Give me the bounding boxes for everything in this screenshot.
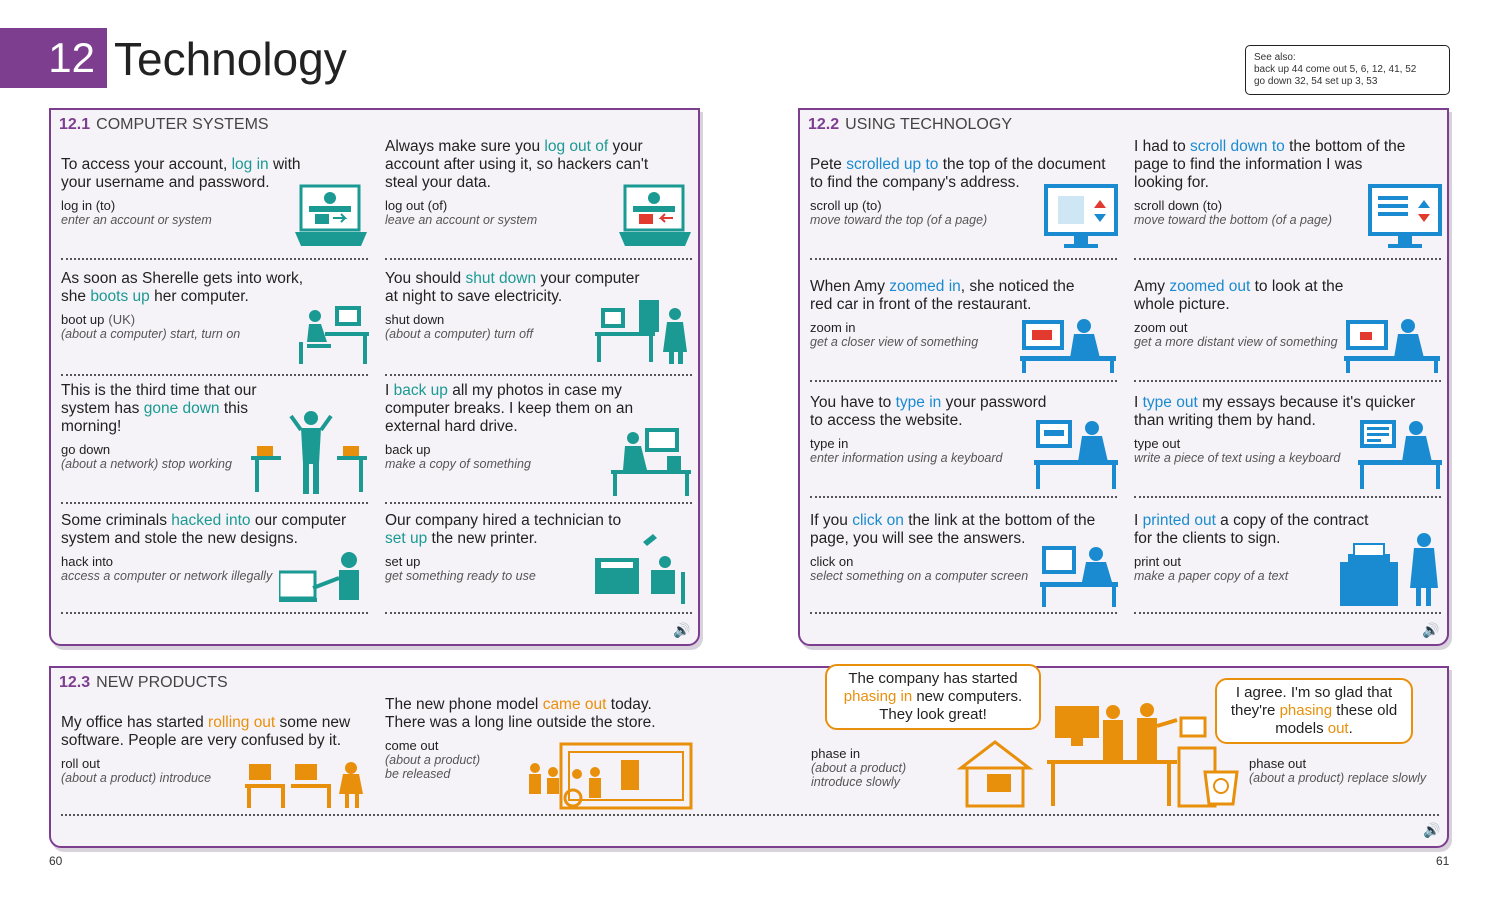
- section-title: COMPUTER SYSTEMS: [96, 116, 269, 133]
- zoom-in-desk-illustration: [1020, 316, 1116, 374]
- example-sentence: You have to type in your password to access the website.: [810, 394, 1047, 429]
- hacker-illustration: [279, 550, 369, 612]
- definition: make a paper copy of a text: [1134, 569, 1289, 583]
- phrasal-verb: come out: [385, 738, 439, 753]
- phrasal-verb: go down: [61, 442, 111, 457]
- definition: move toward the bottom (of a page): [1134, 213, 1333, 227]
- definition: access a computer or network illegally: [61, 569, 273, 583]
- phrasal-verb: phase out: [1249, 756, 1307, 771]
- laptop-logout-illustration: [619, 184, 691, 252]
- monitor-scroll-down-illustration: [1368, 184, 1442, 252]
- section-number: 12.1: [59, 116, 91, 133]
- backup-desk-illustration: [611, 424, 691, 496]
- example-sentence: To access your account, log in with your username and password.: [61, 156, 301, 191]
- example-sentence: This is the third time that our system has gone down this morning!: [61, 382, 257, 435]
- section-new-products: [49, 666, 1449, 848]
- definition: write a piece of text using a keyboard: [1134, 451, 1341, 465]
- section-title: NEW PRODUCTS: [96, 674, 228, 691]
- example-sentence: Our company hired a technician to set up the new printer.: [385, 512, 622, 547]
- audio-icon[interactable]: 🔊: [1423, 822, 1441, 838]
- definition: get something ready to use: [385, 569, 536, 583]
- definition: leave an account or system: [385, 213, 538, 227]
- example-sentence: If you click on the link at the bottom of the page, you will see the answers.: [810, 512, 1096, 547]
- store-queue-illustration: [525, 742, 693, 810]
- page-number-right: 61: [1436, 854, 1450, 868]
- person-at-desk-illustration: [295, 298, 369, 366]
- definition: (about a product) introduce: [61, 771, 212, 785]
- phrasal-verb: log in (to): [61, 198, 116, 213]
- example-sentence: I back up all my photos in case my computer breaks. I keep them on an external hard drive.: [385, 382, 634, 435]
- section-title: USING TECHNOLOGY: [845, 116, 1012, 133]
- definition: (about a product) replace slowly: [1249, 771, 1427, 785]
- definition: enter information using a keyboard: [810, 451, 1003, 465]
- phrasal-verb: boot up (UK): [61, 312, 136, 327]
- entry: [61, 156, 311, 227]
- page-number-left: 60: [49, 854, 63, 868]
- phrasal-verb: set up: [385, 554, 421, 569]
- definition: get a closer view of something: [810, 335, 979, 349]
- phrasal-verb: zoom out: [1134, 320, 1188, 335]
- laptop-login-illustration: [295, 184, 367, 252]
- entry: [1134, 278, 1374, 349]
- shutdown-office-illustration: [595, 292, 691, 366]
- example-sentence: You should shut down your computer at night to save electricity.: [385, 270, 640, 305]
- phrasal-verb: roll out: [61, 756, 101, 771]
- see-also-line: back up 44 come out 5, 6, 12, 41, 52: [1254, 64, 1417, 75]
- phrasal-verb: scroll up (to): [810, 198, 882, 213]
- example-sentence: I printed out a copy of the contract for the clients to sign.: [1134, 512, 1369, 547]
- phrasal-verb: phase in: [811, 746, 861, 761]
- technician-printer-illustration: [591, 532, 691, 606]
- audio-icon[interactable]: 🔊: [673, 622, 691, 638]
- see-also-line: go down 32, 54 set up 3, 53: [1254, 76, 1378, 87]
- typing-password-illustration: [1034, 416, 1118, 490]
- phrasal-verb: type out: [1134, 436, 1181, 451]
- example-sentence: Always make sure you log out of your account after using it, so hackers can't steal your data.: [385, 138, 649, 191]
- phrasal-verb: log out (of): [385, 198, 448, 213]
- see-also-label: See also:: [1254, 52, 1296, 63]
- recycle-bin-icon: [1201, 764, 1241, 806]
- example-sentence: I type out my essays because it's quicker than writing them by hand.: [1134, 394, 1416, 429]
- phrasal-verb: hack into: [61, 554, 114, 569]
- example-sentence: My office has started rolling out some new software. People are very confused by it.: [61, 714, 351, 749]
- phrasal-verb: type in: [810, 436, 849, 451]
- example-sentence: I had to scroll down to the bottom of the page to find the information I was looking for.: [1134, 138, 1406, 191]
- office-rollout-illustration: [245, 760, 369, 810]
- phrasal-verb: shut down: [385, 312, 445, 327]
- phrasal-verb: click on: [810, 554, 854, 569]
- phrasal-verb: scroll down (to): [1134, 198, 1223, 213]
- chapter-title: Technology: [114, 33, 347, 85]
- definition: (about a computer) start, turn on: [61, 327, 241, 341]
- phasing-office-illustration: [957, 698, 1241, 810]
- example-sentence: As soon as Sherelle gets into work, she boots up her computer.: [61, 270, 304, 305]
- definition: (about a network) stop working: [61, 457, 232, 471]
- example-sentence: The new phone model came out today. There was a long line outside the store.: [385, 696, 656, 731]
- phrasal-verb: zoom in: [810, 320, 856, 335]
- example-sentence: Amy zoomed out to look at the whole picture.: [1134, 278, 1344, 313]
- example-sentence: When Amy zoomed in, she noticed the red car in front of the restaurant.: [810, 278, 1075, 313]
- section-number: 12.2: [808, 116, 840, 133]
- entry: [810, 394, 1060, 465]
- section-heading: [808, 116, 1012, 134]
- section-heading: [59, 674, 228, 692]
- entry: [385, 512, 625, 583]
- definition: (about a product): [811, 761, 907, 775]
- speech-bubble-right: I agree. I'm so glad that they're phasing these old models out.: [1215, 678, 1413, 744]
- definition: (about a product): [385, 753, 481, 767]
- chapter-number: 12: [0, 28, 107, 88]
- clicking-link-illustration: [1040, 544, 1118, 608]
- phrasal-verb: back up: [385, 442, 431, 457]
- phrasal-verb: print out: [1134, 554, 1181, 569]
- section-heading: [59, 116, 269, 134]
- entry: [385, 382, 635, 471]
- see-also-box: [1245, 45, 1450, 95]
- definition: be released: [385, 767, 451, 781]
- section-computer-systems: [49, 108, 700, 646]
- definition: (about a computer) turn off: [385, 327, 533, 341]
- example-sentence: Some criminals hacked into our computer system and stole the new designs.: [61, 512, 347, 547]
- section-number: 12.3: [59, 674, 91, 691]
- definition: move toward the top (of a page): [810, 213, 988, 227]
- definition: make a copy of something: [385, 457, 531, 471]
- audio-icon[interactable]: 🔊: [1422, 622, 1440, 638]
- zoom-out-desk-illustration: [1344, 316, 1440, 374]
- definition: get a more distant view of something: [1134, 335, 1338, 349]
- section-using-technology: [798, 108, 1449, 646]
- speech-bubble-left: The company has started phasing in new computers. They look great!: [825, 664, 1041, 730]
- entry: [1249, 750, 1449, 785]
- monitor-scroll-up-illustration: [1044, 184, 1118, 252]
- definition: enter an account or system: [61, 213, 212, 227]
- definition: select something on a computer screen: [810, 569, 1029, 583]
- entry: [61, 382, 261, 471]
- network-down-illustration: [251, 406, 369, 496]
- entry: [811, 740, 971, 789]
- example-sentence: Pete scrolled up to the top of the document to find the company's address.: [810, 156, 1106, 191]
- printer-illustration: [1338, 530, 1442, 608]
- definition: introduce slowly: [811, 775, 900, 789]
- entry: [61, 270, 311, 341]
- typing-essay-illustration: [1358, 416, 1442, 490]
